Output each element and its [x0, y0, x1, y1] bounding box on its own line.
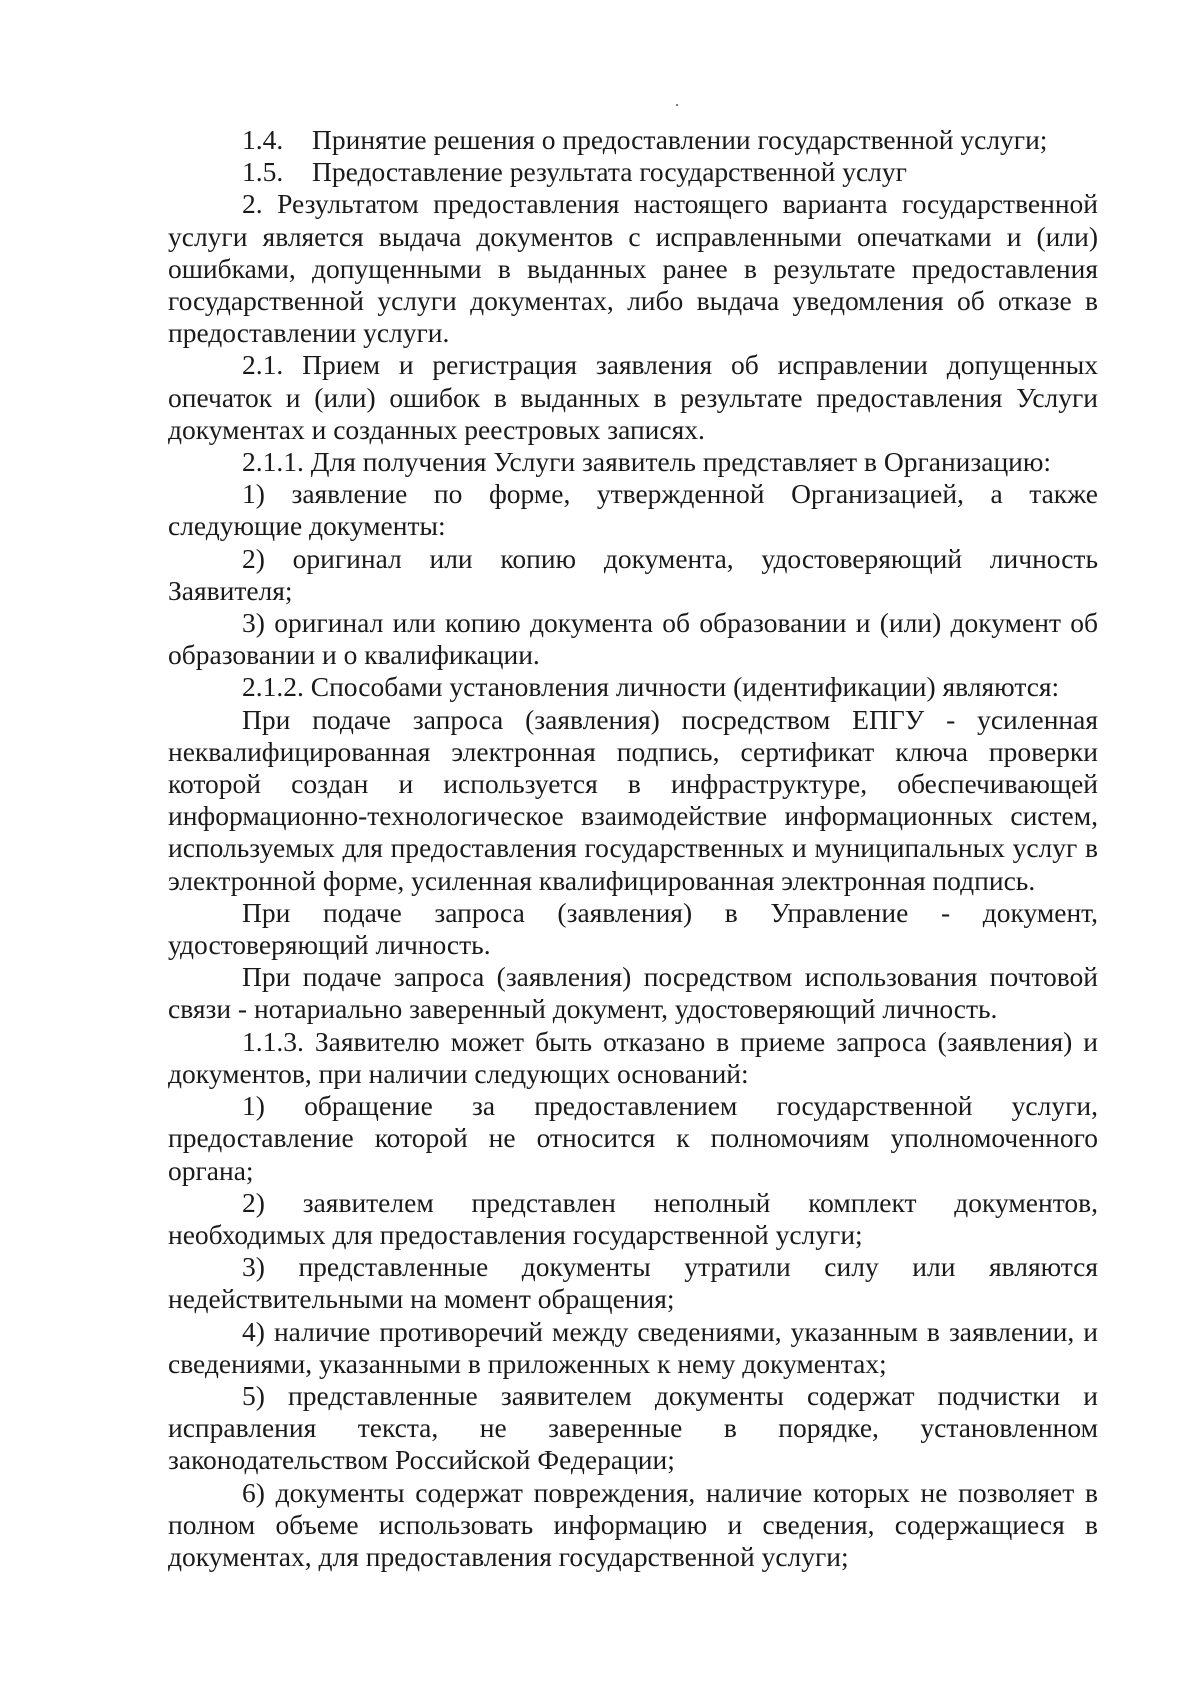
scan-speck [676, 104, 678, 106]
refusal-item-2: 2) заявителем представлен неполный комплект документов, необходимых для предоставления государственной услуги; [168, 1186, 1098, 1250]
paragraph-2-1-1: 2.1.1. Для получения Услуги заявитель представляет в Организацию: [242, 446, 1052, 478]
paragraph-epgu: При подаче запроса (заявления) посредством ЕПГУ - усиленная неквалифицированная электронная подпись, сертификат ключа проверки которой создан и используется в инфраструктуре, обеспечивающей информационно-технологическое взаимодействие информационных систем, используемых для предоставления государственных и муниципальных услуг в электронной форме, усиленная квалифицированная электронная подпись. [168, 703, 1098, 896]
paragraph-1-1-3: 1.1.3. Заявителю может быть отказано в приеме запроса (заявления) и документов, при наличии следующих оснований: [168, 1025, 1098, 1089]
list-item-3: 3) оригинал или копию документа об образовании и (или) документ об образовании и о квалификации. [168, 607, 1098, 671]
paragraph-upravlenie: При подаче запроса (заявления) в Управление - документ, удостоверяющий личность. [168, 896, 1098, 961]
paragraph-2-1-2: 2.1.2. Способами установления личности (идентификации) являются: [242, 671, 1060, 703]
refusal-item-4: 4) наличие противоречий между сведениями, указанным в заявлении, и сведениями, указанными в приложенных к нему документах; [168, 1315, 1098, 1379]
refusal-item-5: 5) представленные заявителем документы содержат подчистки и исправления текста, не заверенные в порядке, установленном законодательством Российской Федерации; [168, 1379, 1098, 1476]
paragraph-1-4 [168, 124, 1098, 156]
item-number: 1.5. [242, 156, 284, 188]
refusal-item-3: 3) представленные документы утратили силу или являются недействительными на момент обращения; [168, 1251, 1098, 1315]
item-number: 1.4. [242, 124, 284, 155]
list-item-1: 1) заявление по форме, утвержденной Организацией, а также следующие документы: [168, 478, 1098, 542]
paragraph-1-5 [168, 156, 1098, 188]
refusal-item-6: 6) документы содержат повреждения, наличие которых не позволяет в полном объеме использовать информацию и сведения, содержащиеся в документах, для предоставления государственной услуги; [168, 1476, 1098, 1572]
paragraph-text: Принятие решения о предоставлении государственной услуги; [312, 124, 1048, 155]
document-body [168, 124, 1098, 1573]
paragraph-text: Предоставление результата государственной услуг [312, 156, 907, 188]
list-item-2: 2) оригинал или копию документа, удостоверяющий личность Заявителя; [168, 542, 1098, 606]
refusal-item-1: 1) обращение за предоставлением государственной услуги, предоставление которой не относится к полномочиям уполномоченного органа; [168, 1090, 1098, 1186]
paragraph-2: 2. Результатом предоставления настоящего варианта государственной услуги является выдача документов с исправленными опечатками и (или) ошибками, допущенными в выданных ранее в результате предоставления государственной услуги документах, либо выдача уведомления об отказе в предоставлении услуги. [168, 188, 1098, 349]
paragraph-2-1: 2.1. Прием и регистрация заявления об исправлении допущенных опечаток и (или) ошибок в выданных в результате предоставления Услуги документах и созданных реестровых записях. [168, 349, 1098, 445]
paragraph-postal: При подаче запроса (заявления) посредством использования почтовой связи - нотариально заверенный документ, удостоверяющий личность. [168, 961, 1098, 1025]
